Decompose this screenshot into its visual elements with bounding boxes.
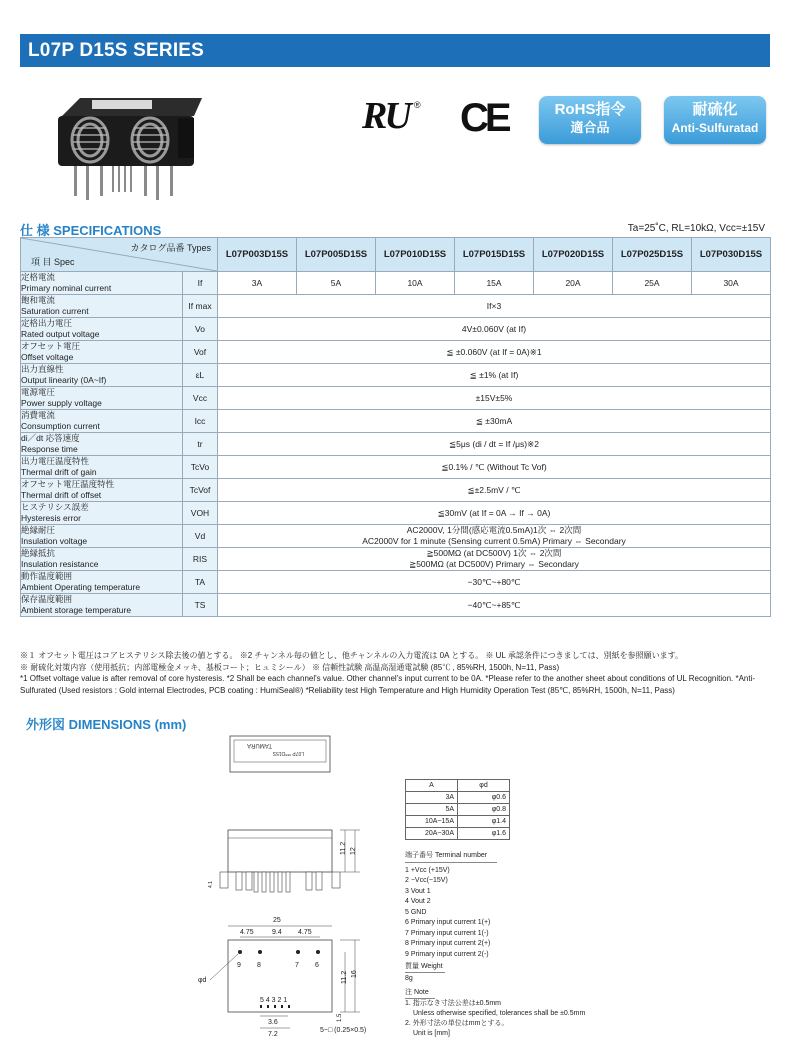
note-line: Unless otherwise specified, tolerances shall be ±0.5mm <box>413 1010 586 1017</box>
spec-name-jp: 飽和電流 <box>21 295 56 305</box>
dim-1-5: 1.5 <box>337 1013 343 1022</box>
spec-name-en: Saturation current <box>21 306 89 316</box>
list-item: 4 Vout 2 <box>405 898 431 905</box>
spec-name-en: Output linearity (0A~If) <box>21 375 107 385</box>
dim-pin-size: 5−□ (0.25×0.5) <box>320 1027 367 1034</box>
table-row <box>406 816 510 828</box>
footnote-line: ※１ オフセット電圧はコアヒステリシス除去後の値とする。 ※2 チャンネル毎の値とし、他チャンネルの入力電流は 0A とする。 ※ UL 承認条件につきましては、別紙を参照願います。 <box>20 651 684 660</box>
spec-name-en: Primary nominal current <box>21 283 112 293</box>
table-row <box>21 548 771 571</box>
dim-11-2: 11.2 <box>340 841 347 855</box>
spec-name-jp: 絶縁抵抗 <box>21 548 56 558</box>
spec-value <box>218 548 771 571</box>
spec-symbol: Vo <box>183 318 218 341</box>
spec-name-jp: オフセット電圧温度特性 <box>21 479 115 489</box>
pin-label-8: 8 <box>257 962 261 969</box>
weight-title: 質量 Weight <box>405 961 445 973</box>
table-corner-cell <box>21 238 218 272</box>
spec-value: ≦ ±1% (at If) <box>218 364 771 387</box>
rohs-badge <box>539 96 641 144</box>
spec-value-line1: AC2000V, 1分間(感応電流0.5mA)1次 ⇔ 2次間 <box>406 525 582 535</box>
type-header: L07P015D15S <box>455 238 534 272</box>
spec-value: 30A <box>692 272 771 295</box>
ul-registered-symbol: ® <box>414 100 421 110</box>
ce-mark: CE <box>460 96 508 140</box>
spec-name-en: Response time <box>21 444 78 454</box>
spec-name-en: Consumption current <box>21 421 100 431</box>
table-row <box>21 295 771 318</box>
list-item: 5 GND <box>405 908 427 916</box>
dimension-drawing <box>180 730 380 1050</box>
label-brand-text: TAMURA <box>247 742 272 748</box>
table-row <box>21 456 771 479</box>
spec-name-jp: 出力電圧温度特性 <box>21 456 90 466</box>
pin-labels-bottom: 5 4 3 2 1 <box>260 997 288 1004</box>
spec-name-en: Ambient Operating temperature <box>21 582 141 592</box>
terminal-list <box>405 851 497 960</box>
spec-value: ≦0.1% / ℃ (Without Tc Vof) <box>218 456 771 479</box>
dim-11-2-bottom: 11.2 <box>341 970 348 984</box>
rohs-badge-line2: 適合品 <box>570 120 610 135</box>
pin-label-9: 9 <box>237 962 241 969</box>
rohs-badge-line1: RoHS指令 <box>554 101 626 118</box>
type-header: L07P020D15S <box>534 238 613 272</box>
list-item: 3 Vout 1 <box>405 887 431 895</box>
spec-value: 3A <box>218 272 297 295</box>
anti-sulfurated-badge <box>664 96 766 144</box>
test-conditions: Ta=25˚C, RL=10kΩ, Vcc=±15V <box>627 223 765 234</box>
corner-spec-label: 項 目 Spec <box>31 257 75 267</box>
type-header: L07P005D15S <box>297 238 376 272</box>
dimensions-heading: 外形図 DIMENSIONS (mm) <box>26 717 187 732</box>
type-header: L07P030D15S <box>692 238 771 272</box>
spec-name-jp: 電源電圧 <box>21 387 56 397</box>
spec-value: ≦5μs (di / dt = If /μs)※2 <box>218 433 771 456</box>
type-header: L07P003D15S <box>218 238 297 272</box>
spec-name-jp: 絶縁耐圧 <box>21 525 56 535</box>
table-row <box>406 780 510 792</box>
spec-name-jp: 保存温度範囲 <box>21 594 73 604</box>
table-row <box>21 318 771 341</box>
table-row <box>21 525 771 548</box>
spec-symbol: Icc <box>183 410 218 433</box>
spec-symbol: Vcc <box>183 387 218 410</box>
ul-mark-text: RU <box>362 95 409 137</box>
list-item: 1 +Vcc (+15V) <box>405 866 450 874</box>
spec-name-en: Insulation voltage <box>21 536 88 546</box>
spec-value: 20A <box>534 272 613 295</box>
spec-name-jp: 定格出力電圧 <box>21 318 73 328</box>
table-row <box>406 804 510 816</box>
table-row <box>21 594 771 617</box>
anti-badge-line1: 耐硫化 <box>692 101 738 118</box>
table-cell: φ0.6 <box>458 792 510 804</box>
table-cell: 5A <box>406 804 458 816</box>
table-row <box>21 571 771 594</box>
spec-symbol: tr <box>183 433 218 456</box>
anti-badge-line2: Anti-Sulfuratad <box>671 121 759 135</box>
spec-name-jp: オフセット電圧 <box>21 341 81 351</box>
spec-name-en: Thermal drift of gain <box>21 467 97 477</box>
table-row <box>21 341 771 364</box>
spec-symbol: VOH <box>183 502 218 525</box>
spec-value-line2: ≧500MΩ (at DC500V) Primary ⇔ Secondary <box>409 559 579 569</box>
list-item: 2 −Vcc(−15V) <box>405 877 448 884</box>
table-row <box>21 272 771 295</box>
spec-symbol: Vd <box>183 525 218 548</box>
spec-name-jp: 消費電流 <box>21 410 56 420</box>
table-row <box>406 792 510 804</box>
series-title-bar <box>20 34 770 67</box>
note-line: 2. 外形寸法の単位はmmとする。 <box>405 1020 509 1027</box>
dim-4-75-right: 4.75 <box>298 929 312 936</box>
table-row <box>21 410 771 433</box>
weight-value: 8g <box>405 975 413 982</box>
pin-label-7: 7 <box>295 962 299 969</box>
pin-label-6: 6 <box>315 962 319 969</box>
table-cell: 3A <box>406 792 458 804</box>
type-header: L07P010D15S <box>376 238 455 272</box>
list-item: 7 Primary input current 1(-) <box>405 929 489 937</box>
spec-value <box>218 525 771 548</box>
spec-name-jp: 定格電流 <box>21 272 56 282</box>
spec-value: 10A <box>376 272 455 295</box>
spec-symbol: εL <box>183 364 218 387</box>
footnotes <box>20 650 770 696</box>
spec-value: −40℃~+85℃ <box>218 594 771 617</box>
list-item: 9 Primary input current 2(-) <box>405 950 489 958</box>
table-row <box>21 502 771 525</box>
table-row <box>21 364 771 387</box>
terminal-diameter-table <box>405 779 510 840</box>
dim-7-2: 7.2 <box>268 1031 278 1038</box>
note-block <box>405 988 595 1039</box>
spec-symbol: TS <box>183 594 218 617</box>
type-header: L07P025D15S <box>613 238 692 272</box>
dim-phi-d: φd <box>198 977 207 984</box>
spec-name-en: Power supply voltage <box>21 398 102 408</box>
spec-name-jp: 出力直線性 <box>21 364 64 374</box>
spec-value: 4V±0.060V (at If) <box>218 318 771 341</box>
table-cell: 10A~15A <box>406 816 458 828</box>
list-item: 6 Primary input current 1(+) <box>405 919 491 926</box>
spec-symbol: TA <box>183 571 218 594</box>
spec-name-en: Rated output voltage <box>21 329 100 339</box>
spec-name-jp: 動作温度範囲 <box>21 571 73 581</box>
table-row <box>21 433 771 456</box>
spec-value: 15A <box>455 272 534 295</box>
specifications-table <box>20 237 771 617</box>
label-part-text: L07P ***D15S <box>272 750 304 756</box>
spec-name-en: Hysteresis error <box>21 513 81 523</box>
dim-4-1: 4.1 <box>208 881 214 888</box>
spec-symbol: If <box>183 272 218 295</box>
dim-16: 16 <box>351 970 358 978</box>
spec-name-en: Insulation resistance <box>21 559 99 569</box>
table-cell: A <box>406 780 458 792</box>
spec-value-line1: ≧500MΩ (at DC500V) 1次 ⇔ 2次間 <box>426 548 562 558</box>
note-line: 1. 指示なき寸法公差は±0.5mm <box>405 1000 502 1007</box>
spec-value-line2: AC2000V for 1 minute (Sensing current 0.5mA) Primary ⇔ Secondary <box>362 536 626 546</box>
footnote-line: *1 Offset voltage value is after removal of core hysteresis. *2 Shall be each channel's value. Other channel's input current to be 0A. *Please refer to the another sheet about conditions of UL Recognition. *Anti- <box>20 674 756 683</box>
spec-value: 25A <box>613 272 692 295</box>
table-cell: φ1.6 <box>458 828 510 840</box>
spec-symbol: If max <box>183 295 218 318</box>
spec-name-jp: di／dt 応答速度 <box>21 433 80 443</box>
corner-types-label: カタログ品番 Types <box>130 243 211 253</box>
dim-9-4: 9.4 <box>272 929 282 936</box>
product-photo <box>52 88 202 220</box>
note-title: 注 Note <box>405 988 435 999</box>
spec-symbol: TcVof <box>183 479 218 502</box>
spec-symbol: Vof <box>183 341 218 364</box>
footnote-line: ※ 耐硫化対策内容（使用抵抗；内部電極金メッキ、基板コート；ヒュミシール） ※ 信頼性試験 高温高湿通電試験 (85℃ , 85%RH, 1500h, N=11, Pass) <box>20 662 560 672</box>
table-cell: φd <box>458 780 510 792</box>
weight-block <box>405 961 445 984</box>
ul-recognition-mark <box>358 96 428 136</box>
table-row <box>406 828 510 840</box>
table-header-row <box>21 238 771 272</box>
terminal-title: 端子番号 Terminal number <box>405 851 497 863</box>
spec-value: ≦ ±0.060V (at If = 0A)※1 <box>218 341 771 364</box>
spec-value: −30℃~+80℃ <box>218 571 771 594</box>
dim-25: 25 <box>273 917 281 924</box>
dim-3-6: 3.6 <box>268 1019 278 1026</box>
footnote-line: Sulfurated (Used resistors : Gold internal Electrodes, PCB coating : HumiSeal®) *Reliability test High Temperature and High Humidity Operation Test (85℃, 85%RH, 1500h, N=11, Pass) <box>20 685 675 695</box>
spec-value: ≦ ±30mA <box>218 410 771 433</box>
spec-value: ±15V±5% <box>218 387 771 410</box>
table-row <box>21 479 771 502</box>
spec-value: 5A <box>297 272 376 295</box>
table-row <box>21 387 771 410</box>
spec-name-en: Ambient storage temperature <box>21 605 132 615</box>
spec-name-en: Thermal drift of offset <box>21 490 102 500</box>
table-cell: 20A~30A <box>406 828 458 840</box>
series-title: L07P D15S SERIES <box>28 40 205 61</box>
table-cell: φ1.4 <box>458 816 510 828</box>
list-item: 8 Primary input current 2(+) <box>405 940 491 947</box>
note-line: Unit is [mm] <box>413 1030 450 1037</box>
specifications-heading: 仕 様 SPECIFICATIONS <box>20 223 162 238</box>
spec-symbol: RIS <box>183 548 218 571</box>
table-cell: φ0.8 <box>458 804 510 816</box>
spec-name-en: Offset voltage <box>21 352 74 362</box>
spec-name-jp: ヒステリシス誤差 <box>21 502 89 512</box>
spec-value: If×3 <box>218 295 771 318</box>
spec-symbol: TcVo <box>183 456 218 479</box>
dim-4-75-left: 4.75 <box>240 929 254 936</box>
spec-value: ≦30mV (at If = 0A → If → 0A) <box>218 502 771 525</box>
dim-12: 12 <box>350 847 357 855</box>
spec-value: ≦±2.5mV / ℃ <box>218 479 771 502</box>
